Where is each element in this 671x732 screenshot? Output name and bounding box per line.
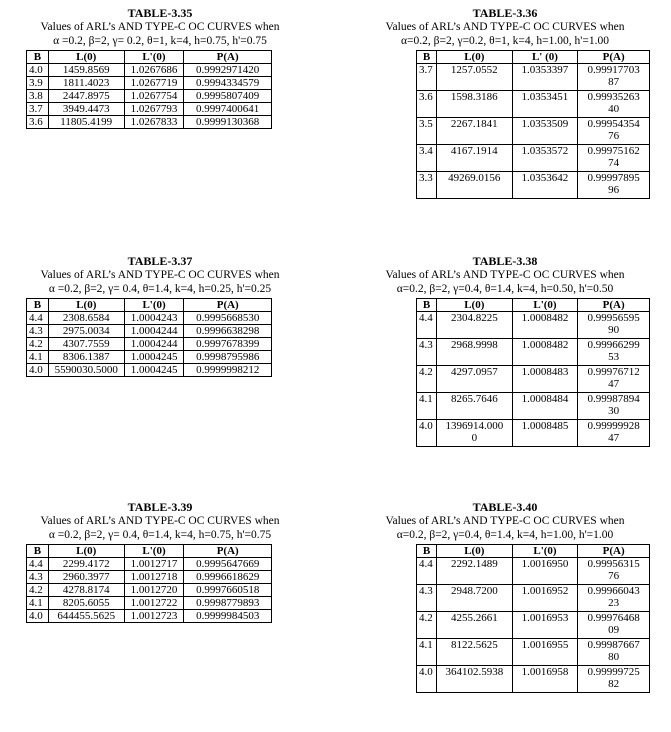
column-header: P(A) [184,545,272,558]
pa-cell: 0.9999984503 [184,610,272,623]
pa-cell [578,666,650,693]
pa-line-1: 0.99917703 [587,64,640,76]
l0-cell: 1459.8569 [48,64,124,77]
table-row [417,366,650,393]
column-header: B [417,51,437,64]
column-header: L' (0) [512,51,578,64]
header-row [27,51,272,64]
l0-prime-cell: 1.0012722 [124,597,184,610]
table-row [417,612,650,639]
column-header: B [27,299,49,312]
b-cell: 4.3 [27,571,49,584]
table-row [27,116,272,129]
b-cell: 3.5 [417,118,437,145]
pa-cell [578,558,650,585]
l0-prime-cell: 1.0004244 [124,338,184,351]
table-row [27,338,272,351]
column-header: L(0) [436,51,512,64]
table-row [27,364,272,377]
table-row [417,118,650,145]
b-cell: 3.7 [27,103,49,116]
b-cell: 3.6 [27,116,49,129]
pa-line-2: 76 [608,570,620,582]
data-table [26,544,272,623]
pa-line-1: 0.99976468 [587,612,640,624]
table-row [27,77,272,90]
column-header: L(0) [48,51,124,64]
table-subtitle: Values of ARL’s AND TYPE-C OC CURVES when [385,21,625,33]
table-params: α =0.2, β=2, γ= 0.4, θ=1.4, k=4, h=0.25, h'=0.25 [48,283,272,295]
table-params: α =0.2, β=2, γ= 0.2, θ=1, k=4, h=0.75, h'=0.75 [53,35,267,47]
header-row [417,299,650,312]
l0-prime-cell: 1.0012720 [124,584,184,597]
column-header: L(0) [48,545,124,558]
table-row [27,584,272,597]
table-subtitle: Values of ARL’s AND TYPE-C OC CURVES when [40,515,280,527]
pa-line-1: 0.99999928 [587,420,640,432]
l0-cell: 2267.1841 [436,118,512,145]
l0-prime-cell: 1.0004245 [124,351,184,364]
pa-line-1: 0.99975162 [587,145,640,157]
b-cell: 3.8 [27,90,49,103]
pa-line-1: 0.99987894 [587,393,640,405]
l0-prime-cell: 1.0004243 [124,312,184,325]
pa-line-1: 0.99935263 [587,91,640,103]
table-title: TABLE-3.38 [472,254,538,268]
l0-cell: 4278.8174 [48,584,124,597]
l0-cell: 4167.1914 [436,145,512,172]
b-cell: 4.2 [27,584,49,597]
pa-cell [578,585,650,612]
l0-cell: 1396914.000 0 [436,420,512,447]
header-row [417,51,650,64]
l0-prime-cell: 1.0008482 [512,312,578,339]
table-subtitle: Values of ARL’s AND TYPE-C OC CURVES when [40,269,280,281]
b-cell: 4.1 [27,351,49,364]
pa-line-1: 0.99999725 [587,666,640,678]
header-row [27,299,272,312]
column-header: P(A) [578,299,650,312]
l0-cell: 2948.7200 [436,585,512,612]
table-block-3-36 [360,6,650,199]
pa-cell: 0.9994334579 [184,77,272,90]
b-cell: 4.4 [27,558,49,571]
table-row [417,666,650,693]
table-params: α=0.2, β=2, γ=0.2, θ=1, k=4, h=1.00, h'=1.00 [401,35,609,47]
table-title: TABLE-3.36 [472,6,538,20]
l0-cell: 5590030.5000 [48,364,124,377]
table-subtitle: Values of ARL’s AND TYPE-C OC CURVES when [385,515,625,527]
table-title: TABLE-3.37 [127,254,193,268]
pa-cell [578,366,650,393]
column-header: B [417,299,437,312]
column-header: L(0) [436,545,512,558]
table-row [27,597,272,610]
table-row [417,339,650,366]
pa-cell: 0.9999130368 [184,116,272,129]
column-header: B [27,545,49,558]
l0-cell: 1811.4023 [48,77,124,90]
pa-cell: 0.9995647669 [184,558,272,571]
pa-cell [578,172,650,199]
l0-cell: 3949.4473 [48,103,124,116]
pa-cell [578,91,650,118]
b-cell: 4.2 [417,612,437,639]
b-cell: 4.2 [27,338,49,351]
table-subtitle: Values of ARL’s AND TYPE-C OC CURVES when [40,21,280,33]
table-row [27,571,272,584]
b-cell: 4.4 [417,312,437,339]
b-cell: 4.1 [417,639,437,666]
b-cell: 3.9 [27,77,49,90]
pa-cell: 0.9992971420 [184,64,272,77]
column-header: P(A) [578,545,650,558]
l0-cell: 644455.5625 [48,610,124,623]
l0-prime-cell: 1.0267686 [124,64,184,77]
l0-prime-cell: 1.0004244 [124,325,184,338]
l0-prime-cell: 1.0267833 [124,116,184,129]
column-header: L'(0) [124,545,184,558]
l0-prime-cell: 1.0004245 [124,364,184,377]
l0-cell: 1598.3186 [436,91,512,118]
table-row [417,91,650,118]
column-header: P(A) [578,51,650,64]
l0-cell: 2968.9998 [436,339,512,366]
table-row [417,64,650,91]
l0-cell: 4255.2661 [436,612,512,639]
table-row [417,393,650,420]
l0-cell: 4307.7559 [48,338,124,351]
pa-line-2: 23 [608,597,620,609]
table-subtitle: Values of ARL’s AND TYPE-C OC CURVES when [385,269,625,281]
pa-cell [578,145,650,172]
l0-prime-cell: 1.0008484 [512,393,578,420]
table-row [27,558,272,571]
pa-line-2: 47 [608,378,620,390]
b-cell: 4.0 [27,610,49,623]
l0-cell: 11805.4199 [48,116,124,129]
pa-cell [578,639,650,666]
l0-cell: 4297.0957 [436,366,512,393]
column-header: L(0) [436,299,512,312]
b-cell: 4.0 [27,364,49,377]
table-title: TABLE-3.39 [127,500,193,514]
table-block-3-35 [20,6,300,129]
b-cell: 3.3 [417,172,437,199]
column-header: P(A) [184,299,272,312]
pa-line-2: 09 [608,624,620,636]
table-title: TABLE-3.40 [472,500,538,514]
pa-cell: 0.9998779893 [184,597,272,610]
b-cell: 3.4 [417,145,437,172]
l0-cell: 8122.5625 [436,639,512,666]
column-header: L(0) [48,299,124,312]
pa-line-1: 0.99956315 [587,558,640,570]
table-row [27,90,272,103]
table-row [417,420,650,447]
column-header: L'(0) [512,545,578,558]
column-header: L'(0) [512,299,578,312]
column-header: L'(0) [124,51,184,64]
pa-line-1: 0.99954354 [587,118,640,130]
l0-prime-cell: 1.0267793 [124,103,184,116]
pa-cell: 0.9997678399 [184,338,272,351]
pa-line-1: 0.99966043 [587,585,640,597]
table-row [27,103,272,116]
b-cell: 4.0 [417,666,437,693]
column-header: P(A) [184,51,272,64]
table-row [27,351,272,364]
pa-line-2: 90 [608,324,620,336]
pa-line-2: 53 [608,351,620,363]
table-params: α=0.2, β=2, γ=0.4, θ=1.4, k=4, h=0.50, h'=0.50 [396,283,614,295]
l0-prime-cell: 1.0012717 [124,558,184,571]
table-title: TABLE-3.35 [127,6,193,20]
l0-cell: 2447.8975 [48,90,124,103]
l0-cell: 2304.8225 [436,312,512,339]
pa-cell: 0.9997660518 [184,584,272,597]
data-table [416,544,650,693]
pa-cell: 0.9995807409 [184,90,272,103]
table-row [27,64,272,77]
l0-prime-cell: 1.0008482 [512,339,578,366]
pa-line-2: 82 [608,678,620,690]
table-row [27,312,272,325]
column-header: B [27,51,49,64]
l0-prime-cell: 1.0012723 [124,610,184,623]
pa-line-1: 0.99966299 [587,339,640,351]
pa-cell [578,64,650,91]
l0-prime-cell: 1.0016958 [512,666,578,693]
l0-prime-cell: 1.0267754 [124,90,184,103]
l0-cell: 49269.0156 [436,172,512,199]
l0-cell: 2975.0034 [48,325,124,338]
column-header: B [417,545,437,558]
l0-prime-cell: 1.0012718 [124,571,184,584]
b-cell: 4.2 [417,366,437,393]
b-cell: 4.1 [417,393,437,420]
pa-cell: 0.9995668530 [184,312,272,325]
l0-prime-cell: 1.0267719 [124,77,184,90]
pa-line-2: 40 [608,103,620,115]
pa-line-2: 87 [608,76,620,88]
b-cell: 4.0 [27,64,49,77]
l0-cell: 8205.6055 [48,597,124,610]
b-cell: 4.4 [27,312,49,325]
l0-cell: 8265.7646 [436,393,512,420]
table-block-3-39 [20,500,300,623]
table-row [417,145,650,172]
l0-cell: 8306.1387 [48,351,124,364]
table-row [417,172,650,199]
pa-cell [578,118,650,145]
l0-prime-cell: 1.0353572 [512,145,578,172]
l0-prime-cell: 1.0353509 [512,118,578,145]
data-table [26,298,272,377]
pa-line-1: 0.99987667 [587,639,640,651]
pa-line-1: 0.99997895 [587,172,640,184]
pa-line-2: 47 [608,432,620,444]
table-row [27,325,272,338]
pa-line-2: 30 [608,405,620,417]
pa-line-2: 96 [608,184,620,196]
pa-cell [578,339,650,366]
data-table [416,50,650,199]
pa-cell: 0.9998795986 [184,351,272,364]
l0-cell: 2292.1489 [436,558,512,585]
pa-cell [578,612,650,639]
table-row [27,610,272,623]
l0-prime-cell: 1.0016950 [512,558,578,585]
l0-prime-cell: 1.0353642 [512,172,578,199]
l0-cell: 1257.0552 [436,64,512,91]
pa-cell: 0.9996638298 [184,325,272,338]
b-cell: 4.4 [417,558,437,585]
header-row [27,545,272,558]
table-row [417,639,650,666]
pa-cell [578,393,650,420]
l0-prime-cell: 1.0008483 [512,366,578,393]
b-cell: 3.6 [417,91,437,118]
l0-prime-cell: 1.0016953 [512,612,578,639]
b-cell: 4.3 [27,325,49,338]
l0-prime-cell: 1.0353397 [512,64,578,91]
pa-cell [578,312,650,339]
column-header: L'(0) [124,299,184,312]
pa-cell: 0.9996618629 [184,571,272,584]
table-block-3-37 [20,254,300,377]
l0-prime-cell: 1.0008485 [512,420,578,447]
b-cell: 4.3 [417,585,437,612]
pa-line-2: 74 [608,157,620,169]
pa-cell [578,420,650,447]
table-block-3-38 [360,254,650,447]
b-cell: 3.7 [417,64,437,91]
b-cell: 4.0 [417,420,437,447]
table-row [417,558,650,585]
l0-prime-cell: 1.0016952 [512,585,578,612]
header-row [417,545,650,558]
b-cell: 4.3 [417,339,437,366]
l0-cell: 364102.5938 [436,666,512,693]
l0-cell: 2299.4172 [48,558,124,571]
l0-cell: 2308.6584 [48,312,124,325]
table-params: α =0.2, β=2, γ= 0.4, θ=1.4, k=4, h=0.75, h'=0.75 [48,529,272,541]
pa-line-2: 80 [608,651,620,663]
data-table [26,50,272,129]
data-table [416,298,650,447]
table-params: α=0.2, β=2, γ=0.4, θ=1.4, k=4, h=1.00, h'=1.00 [396,529,614,541]
b-cell: 4.1 [27,597,49,610]
pa-cell: 0.9997400641 [184,103,272,116]
pa-line-1: 0.99976712 [587,366,640,378]
l0-cell: 2960.3977 [48,571,124,584]
pa-cell: 0.9999998212 [184,364,272,377]
table-block-3-40 [360,500,650,693]
table-row [417,312,650,339]
pa-line-2: 76 [608,130,620,142]
pa-line-1: 0.99956595 [587,312,640,324]
l0-prime-cell: 1.0016955 [512,639,578,666]
l0-prime-cell: 1.0353451 [512,91,578,118]
table-row [417,585,650,612]
